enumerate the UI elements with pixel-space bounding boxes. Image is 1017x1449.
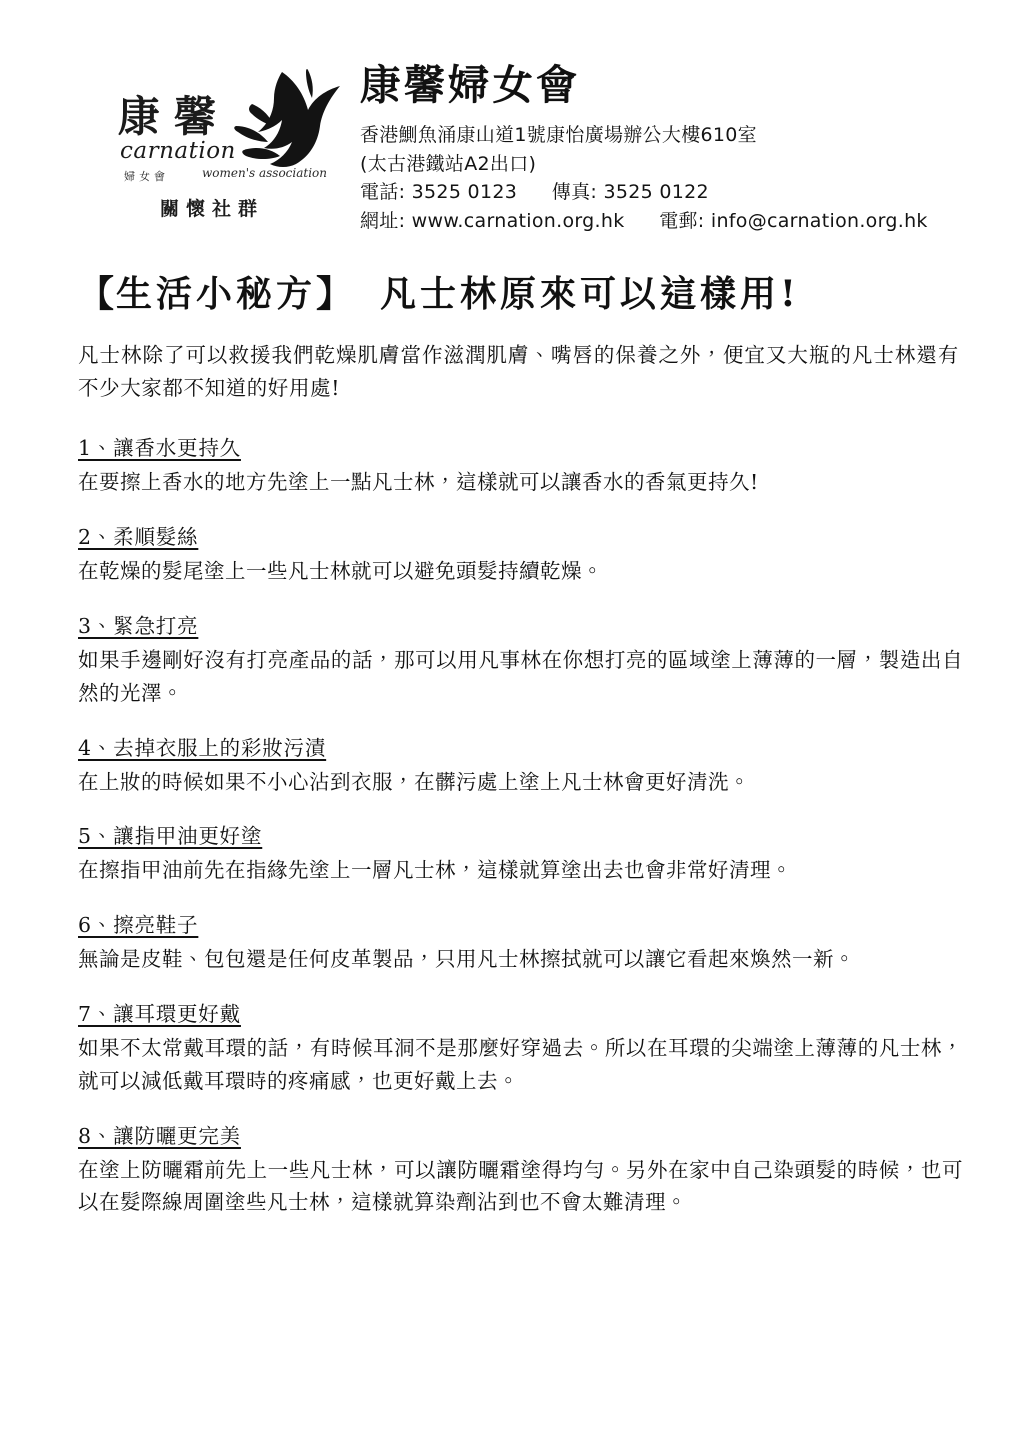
list-item	[78, 1119, 977, 1220]
fax-label: 傳真:	[551, 181, 598, 203]
email-label: 電郵:	[659, 209, 705, 232]
phone-value: 3525 0123	[411, 181, 518, 203]
logo-sub-latin: women's association	[202, 166, 327, 180]
list-item	[78, 731, 977, 799]
organization-name: 康馨婦女會	[360, 61, 580, 109]
title-main: 凡士林原來可以這樣用!	[380, 273, 800, 315]
list-item	[78, 997, 977, 1098]
website-value[interactable]: www.carnation.org.hk	[411, 209, 625, 232]
tip-body: 無論是皮鞋、包包還是任何皮革製品，只用凡士林擦拭就可以讓它看起來煥然一新。	[78, 947, 855, 972]
fax-value: 3525 0122	[603, 181, 709, 203]
tip-body: 在塗上防曬霜前先上一些凡士林，可以讓防曬霜塗得均勻。另外在家中自己染頭髮的時候，也可以在髮際線周圍塗些凡士林，這樣就算染劑沾到也不會太難清理。	[78, 1157, 963, 1215]
logo-tagline: 關懷社群	[160, 198, 265, 220]
title-category: 生活小秘方	[116, 273, 317, 315]
tip-heading: 7、讓耳環更好戴	[78, 1001, 241, 1026]
title-bracket-open: 【	[78, 273, 117, 315]
tip-body: 在上妝的時候如果不小心沾到衣服，在髒污處上塗上凡士林會更好清洗。	[78, 769, 750, 794]
tip-heading: 8、讓防曬更完美	[78, 1123, 241, 1148]
document-body	[0, 339, 1017, 1219]
website-label: 網址:	[360, 209, 406, 232]
list-item	[78, 908, 977, 976]
list-item	[78, 609, 977, 710]
tip-body: 如果手邊剛好沒有打亮產品的話，那可以用凡事林在你想打亮的區域塗上薄薄的一層，製造出自然的光澤。	[78, 648, 963, 705]
list-item	[78, 520, 977, 588]
tip-body: 在要擦上香水的地方先塗上一點凡士林，這樣就可以讓香水的香氣更持久!	[78, 470, 759, 495]
phone-label: 電話:	[360, 181, 406, 203]
organization-address-line1: 香港鰂魚涌康山道1號康怡廣場辦公大樓610室	[360, 124, 757, 146]
tip-heading: 3、緊急打亮	[78, 614, 199, 638]
tip-body: 如果不太常戴耳環的話，有時候耳洞不是那麼好穿過去。所以在耳環的尖端塗上薄薄的凡士林，就可以減低戴耳環時的疼痛感，也更好戴上去。	[78, 1035, 963, 1093]
list-item	[78, 431, 977, 499]
list-item	[78, 819, 977, 887]
organization-phone-fax	[360, 178, 977, 207]
intro-paragraph: 凡士林除了可以救援我們乾燥肌膚當作滋潤肌膚、嘴唇的保養之外，便宜又大瓶的凡士林還有不少大家都不知道的好用處!	[78, 343, 959, 401]
tip-heading: 4、去掉衣服上的彩妝污漬	[78, 735, 327, 760]
title-bracket-close: 】	[316, 273, 355, 315]
organization-logo	[110, 46, 360, 236]
organization-web-email	[360, 207, 977, 236]
email-value[interactable]: info@carnation.org.hk	[710, 209, 928, 232]
page-title	[0, 266, 1017, 317]
tip-heading: 1、讓香水更持久	[78, 436, 241, 461]
tip-body: 在擦指甲油前先在指緣先塗上一層凡士林，這樣就算塗出去也會非常好清理。	[78, 858, 792, 883]
organization-details	[360, 46, 977, 235]
letterhead	[0, 0, 1017, 236]
organization-address-line2: (太古港鐵站A2出口)	[360, 152, 537, 175]
logo-cjk-text: 康馨	[118, 92, 231, 141]
carnation-bird-logo-icon	[222, 64, 352, 174]
tip-heading: 5、讓指甲油更好塗	[78, 824, 263, 849]
logo-sub-cjk: 婦女會	[124, 170, 169, 183]
tip-heading: 6、擦亮鞋子	[78, 913, 199, 938]
tip-body: 在乾燥的髮尾塗上一些凡士林就可以避免頭髮持續乾燥。	[78, 559, 603, 584]
tip-heading: 2、柔順髮絲	[78, 525, 199, 550]
logo-latin-text: carnation	[120, 138, 236, 164]
